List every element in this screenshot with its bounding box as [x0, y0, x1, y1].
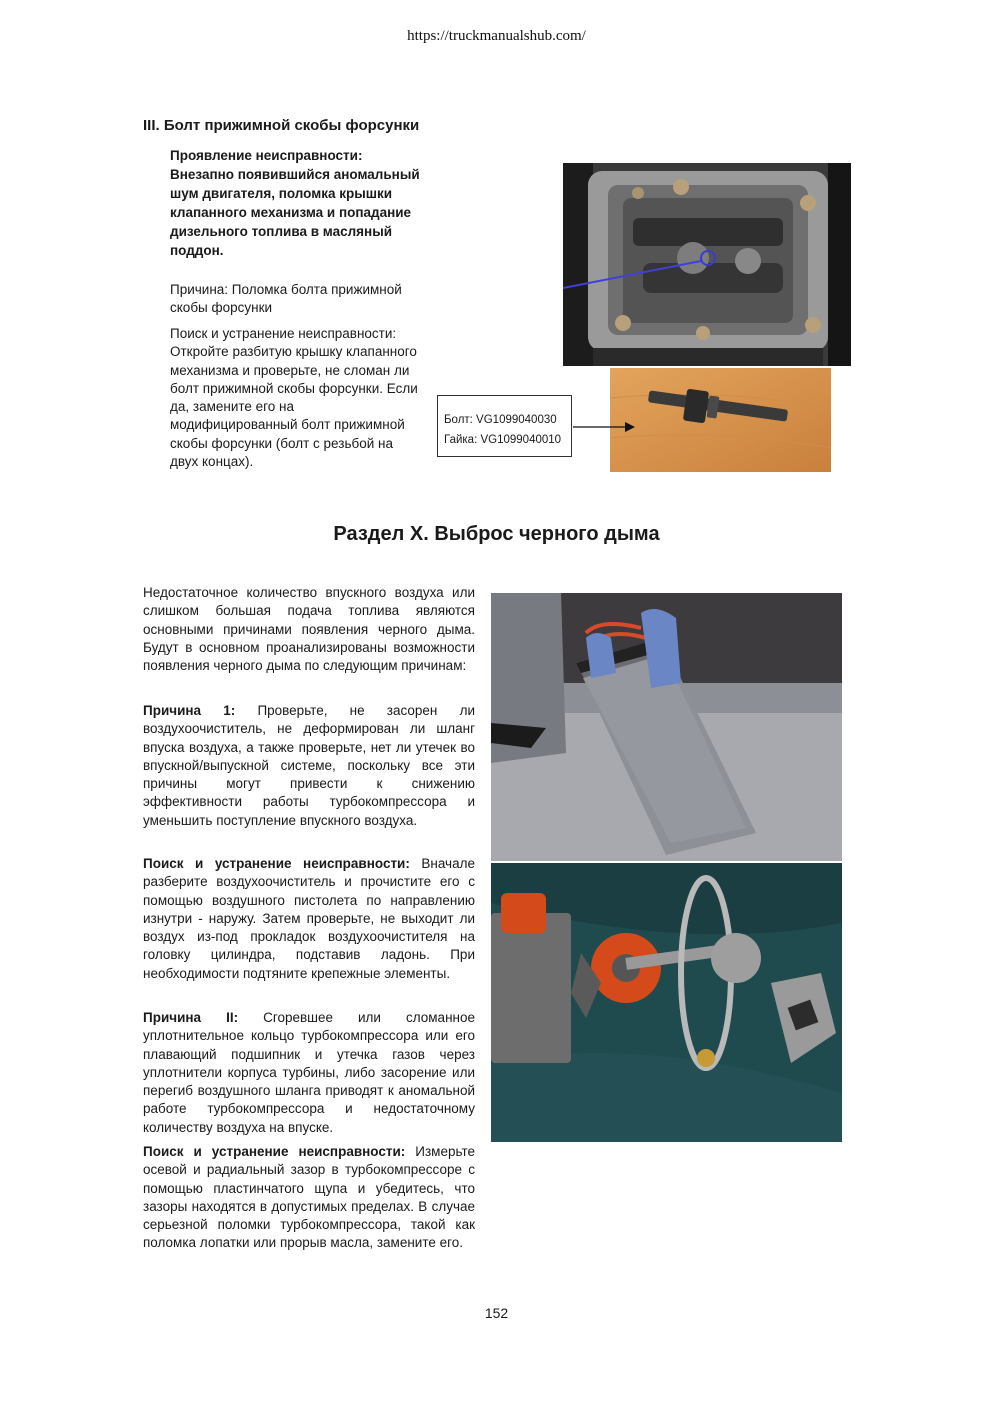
cause-2-label: Причина II:: [143, 1010, 239, 1025]
fix-text: Поиск и устранение неисправности: Откройте разбитую крышку клапанного механизма и проверьте, не сломан ли болт прижимной скобы форсунки. Если да, замените его на модифицированный болт прижимной скобы форсунки (болт с резьбой на двух концах).: [170, 326, 418, 470]
fix-2-text: Измерьте осевой и радиальный зазор в турбокомпрессоре с помощью пластинчатого щупа и убедитесь, что зазоры находятся в допустимых пределах. В случае серьезной поломки турбокомпрессора, такой как поломка лопатки или прорыв масла, замените его.: [143, 1144, 475, 1251]
cause-1-paragraph: [143, 702, 475, 830]
cause-1-text: Проверьте, не засорен ли воздухоочиститель, не деформирован ли шланг впуска воздуха, а также проверьте, нет ли утечек во впускной/выпускной системе, поскольку все эти причины могут привести к снижению эффективности работы турбокомпрессора и уменьшить поступление впускного воздуха.: [143, 703, 475, 828]
bolt-photo: [610, 368, 831, 472]
cause-2-paragraph: [143, 1009, 475, 1137]
page-number: 152: [484, 1305, 509, 1321]
turbocharger-photo: [491, 863, 842, 1142]
source-url: https://truckmanualshub.com/: [407, 28, 586, 44]
valve-mechanism-photo: [563, 163, 851, 366]
symptom-text: Проявление неисправности: Внезапно появившийся аномальный шум двигателя, поломка крышки клапанного механизма и попадание дизельного топлива в масляный поддон.: [170, 148, 420, 258]
fix-1-paragraph: [143, 855, 475, 983]
fix-2-paragraph: [143, 1143, 475, 1253]
pointer-arrow: [573, 419, 635, 435]
nut-part-number: Гайка: VG1099040010: [444, 434, 562, 446]
cause-2-text: Сгоревшее или сломанное уплотнительное кольцо турбокомпрессора или его плавающий подшипник и утечка газов через уплотнители корпуса турбины, либо засорение или перегиб воздушного шланга приводят к аномальной работе турбокомпрессора и недостаточному количеству воздуха на впуске.: [143, 1010, 475, 1135]
bolt-part-number: Болт: VG1099040030: [444, 414, 557, 426]
fix-1-label: Поиск и устранение неисправности:: [143, 856, 410, 871]
fix-2-label: Поиск и устранение неисправности:: [143, 1144, 406, 1159]
air-filter-photo: [491, 593, 842, 861]
section-heading: III. Болт прижимной скобы форсунки: [143, 117, 420, 134]
section-title: Раздел X. Выброс черного дыма: [333, 523, 660, 545]
cause-1-label: Причина 1:: [143, 703, 236, 718]
part-numbers-box: [437, 395, 572, 457]
intro-paragraph: Недостаточное количество впускного воздуха или слишком большая подача топлива являются основными причинами появления черного дыма. Будут в основном проанализированы возможности появления черного дыма по следующим причинам:: [143, 585, 475, 674]
fix-1-text: Вначале разберите воздухоочиститель и прочистите его с помощью воздушного пистолета по направлению изнутри - наружу. Затем проверьте, не выходит ли воздух из-под прокладок воздухоочистителя на головку цилиндра, подставив ладонь. При необходимости подтяните крепежные элементы.: [143, 856, 475, 981]
cause-text: Причина: Поломка болта прижимной скобы форсунки: [170, 282, 402, 316]
